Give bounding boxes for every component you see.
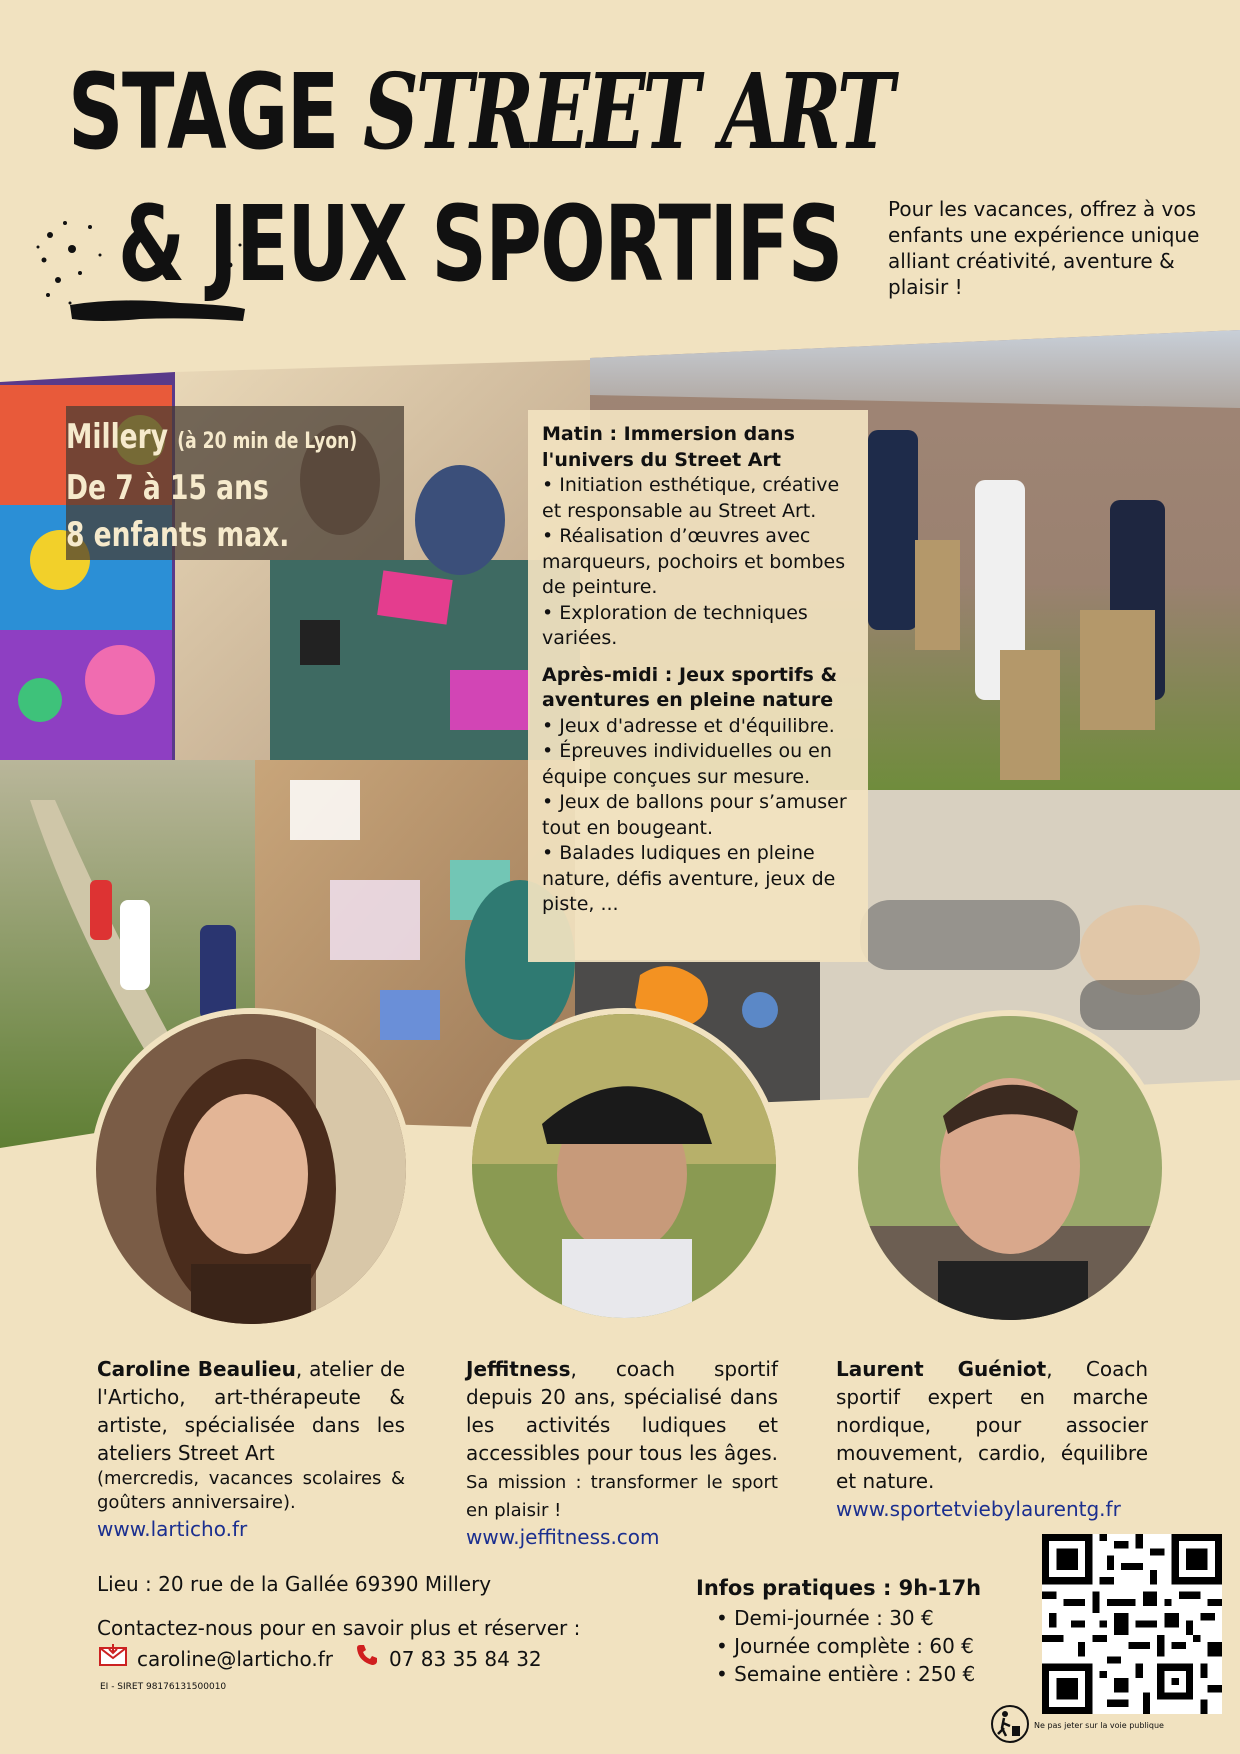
contact-phone[interactable]: 07 83 35 84 32 [388, 1647, 542, 1671]
portrait-jeffitness [466, 1008, 782, 1324]
bio-jeffitness [466, 1355, 778, 1551]
portrait-caroline [90, 1008, 412, 1330]
bio-text: , coach sportif depuis 20 ans, spécialisé dans les activités ludiques et accessibles pour tous les âges. [466, 1357, 778, 1465]
location-text: Lieu : 20 rue de la Gallée 69390 Millery [97, 1572, 492, 1596]
program-box [528, 410, 868, 962]
intro-text: Pour les vacances, offrez à vos enfants une expérience unique alliant créativité, aventure & plaisir ! [888, 197, 1200, 299]
bio-text: , atelier de l'Articho, art-thérapeute & artiste, spécialisée dans les ateliers Street Art [97, 1357, 406, 1465]
afternoon-title: Après-midi : Jeux sportifs & aventures en pleine nature [542, 663, 838, 711]
bio-name: Jeffitness [466, 1357, 571, 1381]
afternoon-item: • Jeux d'adresse et d'équilibre. [542, 714, 835, 737]
morning-item: • Initiation esthétique, créative et responsable au Street Art. [542, 474, 840, 522]
contact-email[interactable]: caroline@larticho.fr [137, 1647, 333, 1671]
title-line-2: & JEUX SPORTIFS [118, 183, 842, 305]
price-item: • Demi-journée : 30 € [716, 1606, 934, 1630]
info-place: Millery [66, 417, 169, 457]
link-sportetvie[interactable]: www.sportetviebylaurentg.fr [836, 1497, 1121, 1521]
bio-note: (mercredis, vacances scolaires & goûters anniversaire). [97, 1468, 405, 1513]
info-place-line [66, 414, 358, 465]
qr-code[interactable] [1042, 1534, 1222, 1714]
afternoon-item: • Jeux de ballons pour s’amuser tout en bougeant. [542, 791, 847, 839]
title-stage: STAGE [68, 51, 338, 173]
afternoon-item: • Épreuves individuelles ou en équipe conçues sur mesure. [542, 740, 832, 788]
bio-note: Sa mission : transformer le sport en plaisir ! [466, 1472, 778, 1521]
bio-text: , Coach sportif expert en marche nordique, pour associer mouvement, cardio, équilibre et nature. [836, 1357, 1148, 1493]
siret-text: EI - SIRET 98176131500010 [100, 1682, 227, 1692]
portrait-laurent [852, 1010, 1168, 1326]
bio-name: Laurent Guéniot [836, 1357, 1047, 1381]
bio-laurent [836, 1355, 1148, 1523]
infos-title: Infos pratiques : 9h-17h [696, 1576, 982, 1600]
footer-recycle [990, 1704, 1164, 1746]
infos-pratiques [696, 1574, 981, 1688]
link-larticho[interactable]: www.larticho.fr [97, 1517, 248, 1541]
morning-item: • Réalisation d’œuvres avec marqueurs, pochoirs et bombes de peinture. [542, 525, 846, 598]
bio-caroline [97, 1355, 405, 1543]
phone-icon [355, 1643, 379, 1675]
info-box [66, 406, 404, 560]
info-ages: De 7 à 15 ans [66, 468, 269, 508]
price-item: • Semaine entière : 250 € [716, 1662, 976, 1686]
morning-item: • Exploration de techniques variées. [542, 601, 808, 649]
afternoon-item: • Balades ludiques en pleine nature, défis aventure, jeux de piste, ... [542, 842, 836, 915]
footer-note: Ne pas jeter sur la voie publique [1034, 1720, 1164, 1730]
mail-icon [99, 1644, 127, 1674]
contact-block [97, 1613, 580, 1675]
link-jeffitness[interactable]: www.jeffitness.com [466, 1525, 660, 1549]
bio-name: Caroline Beaulieu [97, 1357, 296, 1381]
info-capacity: 8 enfants max. [66, 515, 290, 555]
contact-intro: Contactez-nous pour en savoir plus et réserver : [97, 1616, 581, 1640]
morning-title: Matin : Immersion dans l'univers du Street Art [542, 423, 795, 471]
price-item: • Journée complète : 60 € [716, 1634, 974, 1658]
title-street-art: STREET ART [363, 50, 892, 173]
recycle-person-icon [990, 1704, 1030, 1746]
info-place-note: (à 20 min de Lyon) [177, 429, 358, 454]
